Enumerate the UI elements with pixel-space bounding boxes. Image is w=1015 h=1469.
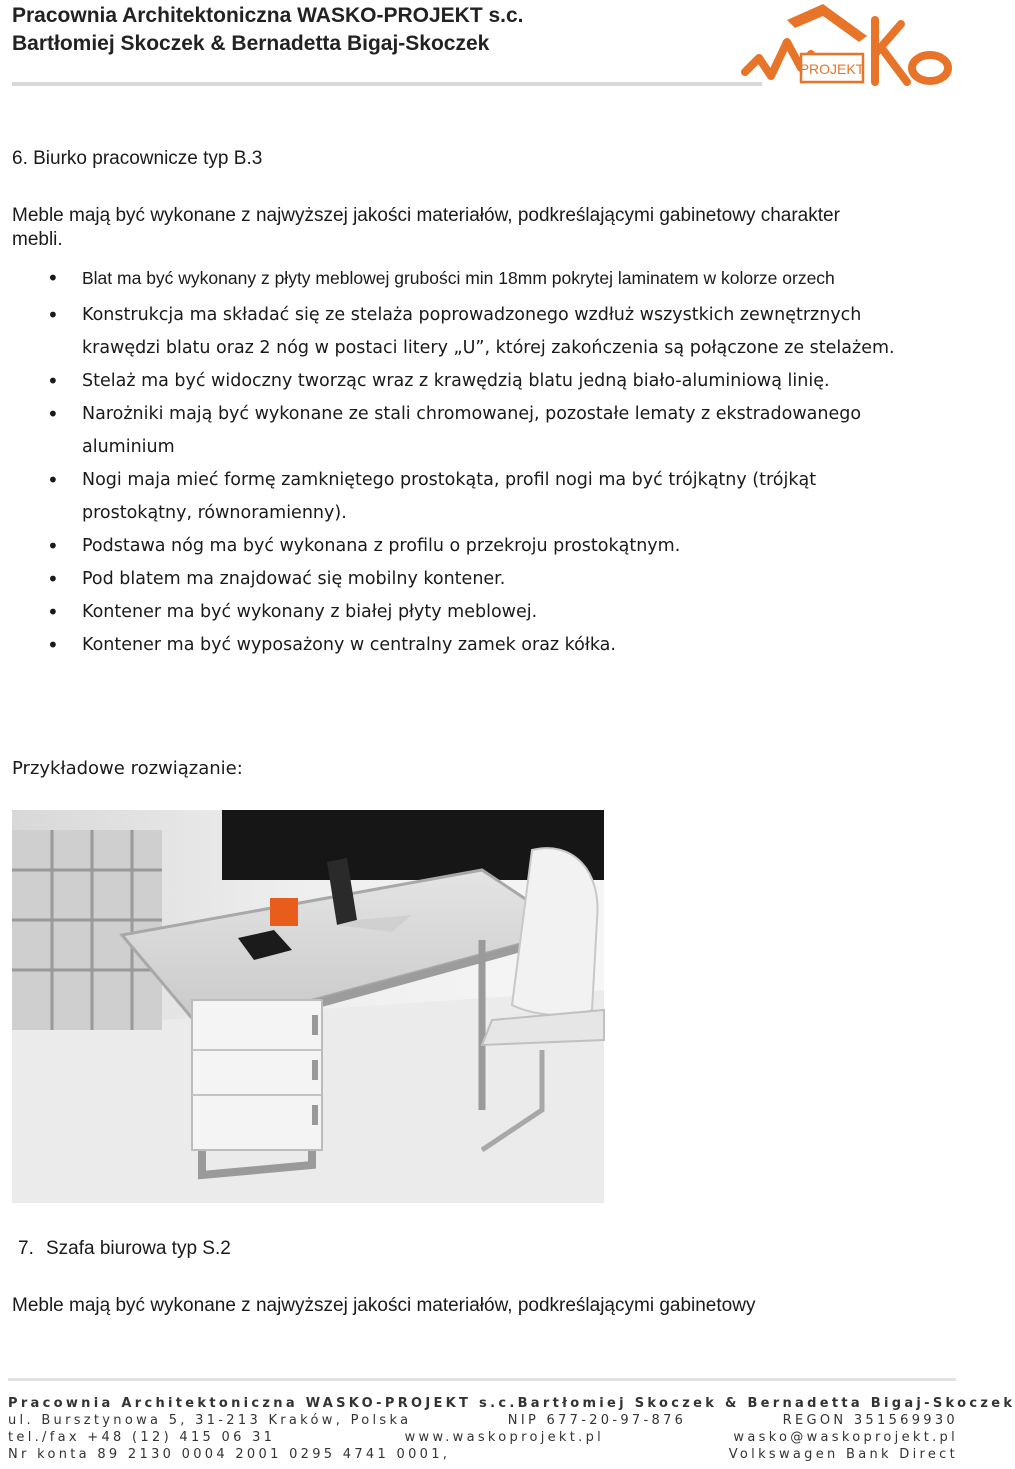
list-item [0,365,930,398]
bullet-icon: • [47,303,59,327]
logo-projekt-text: PROJEKT [799,61,865,77]
footer-line-4 [8,1447,958,1462]
list-item [0,464,930,530]
list-item [0,398,930,464]
section-6-title: 6. Biurko pracownicze typ B.3 [12,148,263,169]
bullet-icon: • [47,600,59,624]
footer-company: Pracownia Architektoniczna WASKO-PROJEKT s.c. [8,1396,518,1411]
list-item-text: Pod blatem ma znajdować się mobilny kontener. [82,569,506,589]
bullet-icon: • [47,402,59,426]
bullet-icon: • [47,633,59,657]
example-label: Przykładowe rozwiązanie: [12,758,243,779]
footer-line-3 [8,1430,958,1445]
bullet-icon: • [47,369,59,393]
list-item-text: Kontener ma być wyposażony w centralny zamek oraz kółka. [82,635,616,655]
list-item-text: Nogi maja mieć formę zamkniętego prostokąta, profil nogi ma być trójkątny (trójkąt prostokątny, równoramienny). [82,470,817,523]
footer-bank: Volkswagen Bank Direct [728,1447,958,1462]
list-item-text: Narożniki mają być wykonane ze stali chromowanej, pozostałe lematy z ekstradowanego aluminium [82,404,862,457]
list-item-text: Podstawa nóg ma być wykonana z profilu o przekroju prostokątnym. [82,536,681,556]
list-item-text: Blat ma być wykonany z płyty meblowej grubości min 18mm pokrytej laminatem w kolorze orzech [82,268,835,288]
list-item [0,299,930,365]
desk-illustration [12,810,604,1203]
bullet-icon: • [47,468,59,492]
section-7-number: 7. [18,1238,34,1259]
footer-owners: Bartłomiej Skoczek & Bernadetta Bigaj-Skoczek [517,1396,1015,1411]
footer-rule [8,1378,956,1381]
bullet-icon: • [47,534,59,558]
list-item [0,563,930,596]
wasko-logo-icon [735,2,957,88]
list-item-text: Kontener ma być wykonany z białej płyty meblowej. [82,602,538,622]
list-item-text: Konstrukcja ma składać się ze stelaża poprowadzonego wzdłuż wszystkich zewnętrznych krawędzi blatu oraz 2 nóg w postaci litery „U”, której zakończenia są połączone ze stelażem. [82,305,895,358]
footer-line-2 [8,1413,958,1428]
bullet-icon: • [47,567,59,591]
section-7-title: Szafa biurowa typ S.2 [46,1238,231,1259]
list-item-text: Stelaż ma być widoczny tworząc wraz z krawędzią blatu jedną biało-aluminiową linię. [82,371,830,391]
spec-bullet-list [0,262,930,662]
footer-phone: tel./fax +48 (12) 415 06 31 [8,1430,276,1445]
footer-nip: NIP 677-20-97-876 [507,1413,687,1428]
bullet-icon: • [47,266,59,290]
header-company: Pracownia Architektoniczna WASKO-PROJEKT s.c. [12,4,524,27]
footer-website-link[interactable]: www.waskoprojekt.pl [404,1430,605,1445]
header-rule [12,82,762,86]
wasko-logo [735,2,957,88]
list-item [0,530,930,563]
footer-line-1 [8,1396,1015,1411]
footer-address: ul. Bursztynowa 5, 31-213 Kraków, Polska [8,1413,412,1428]
footer-email-link[interactable]: wasko@waskoprojekt.pl [733,1430,958,1445]
list-item [0,262,930,296]
section-6-intro: Meble mają być wykonane z najwyższej jakości materiałów, podkreślającymi gabinetowy charakter mebli. [12,205,840,250]
section-7-intro: Meble mają być wykonane z najwyższej jakości materiałów, podkreślającymi gabinetowy [12,1295,756,1316]
desk-photo [12,810,604,1203]
header-owners: Bartłomiej Skoczek & Bernadetta Bigaj-Skoczek [12,32,490,55]
footer-regon: REGON 351569930 [782,1413,958,1428]
footer-account: Nr konta 89 2130 0004 2001 0295 4741 0001, [8,1447,451,1462]
list-item [0,596,930,629]
list-item [0,629,930,662]
